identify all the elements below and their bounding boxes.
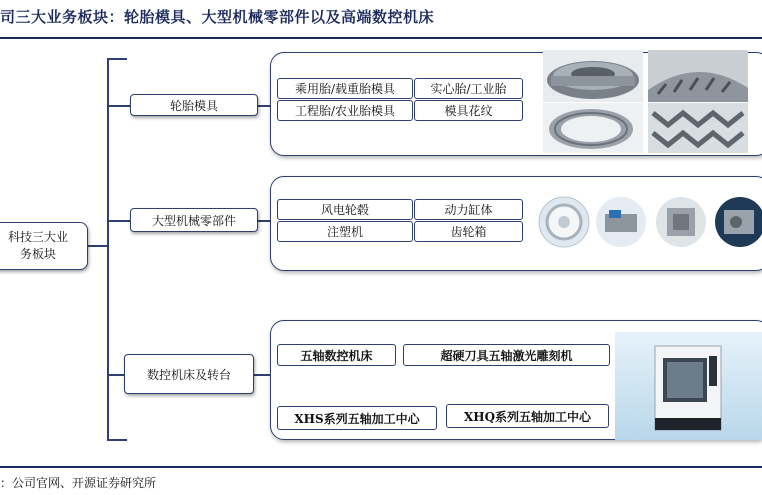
cnc-machine-photo	[615, 332, 762, 440]
tire-mold-photo-4	[648, 103, 748, 153]
item-xhq-machining-center: XHQ系列五轴加工中心	[446, 404, 609, 428]
connector-group-3	[254, 374, 270, 376]
title-divider	[0, 37, 762, 39]
item-wind-turbine-hub: 风电轮毂	[277, 199, 413, 220]
wind-hub-photo	[538, 196, 590, 248]
tire-mold-photo-3	[543, 103, 643, 153]
connector-trunk	[107, 58, 109, 440]
root-node	[0, 222, 88, 270]
item-power-cylinder: 动力缸体	[414, 199, 523, 220]
tire-mold-photo-2	[648, 50, 748, 102]
connector-bottom-cap	[107, 439, 127, 441]
gearbox-photo	[714, 196, 762, 248]
category-cnc-machines: 数控机床及转台	[124, 354, 254, 394]
category-machinery-parts: 大型机械零部件	[130, 208, 258, 232]
item-injection-molding-machine: 注塑机	[277, 221, 413, 242]
connector-top-cap	[107, 58, 127, 60]
root-label-line1: 科技三大业	[7, 230, 68, 244]
item-xhs-machining-center: XHS系列五轴加工中心	[277, 406, 437, 430]
connector-branch-1	[107, 105, 131, 107]
connector-group-2	[258, 220, 270, 222]
connector-group-1	[258, 105, 270, 107]
footer-divider	[0, 466, 762, 468]
item-engineering-agri-tire-mold: 工程胎/农业胎模具	[277, 100, 413, 121]
connector-root	[88, 245, 108, 247]
item-mold-tread-pattern: 模具花纹	[414, 100, 523, 121]
connector-branch-2	[107, 220, 131, 222]
item-laser-engraver: 超硬刀具五轴激光雕刻机	[403, 344, 610, 366]
item-passenger-truck-tire-mold: 乘用胎/载重胎模具	[277, 78, 413, 99]
injection-part-photo	[655, 196, 707, 248]
item-gearbox: 齿轮箱	[414, 221, 523, 242]
source-note: ：公司官网、开源证券研究所	[0, 476, 157, 490]
connector-branch-3	[107, 374, 125, 376]
category-tire-molds: 轮胎模具	[130, 94, 258, 116]
root-label-line2: 务板块	[19, 247, 56, 261]
item-solid-industrial-tire: 实心胎/工业胎	[414, 78, 523, 99]
tire-mold-photo-1	[543, 50, 643, 102]
cylinder-photo	[595, 196, 647, 248]
page-title: 司三大业务板块：轮胎模具、大型机械零部件以及高端数控机床	[0, 8, 435, 26]
item-five-axis-cnc: 五轴数控机床	[277, 344, 396, 366]
